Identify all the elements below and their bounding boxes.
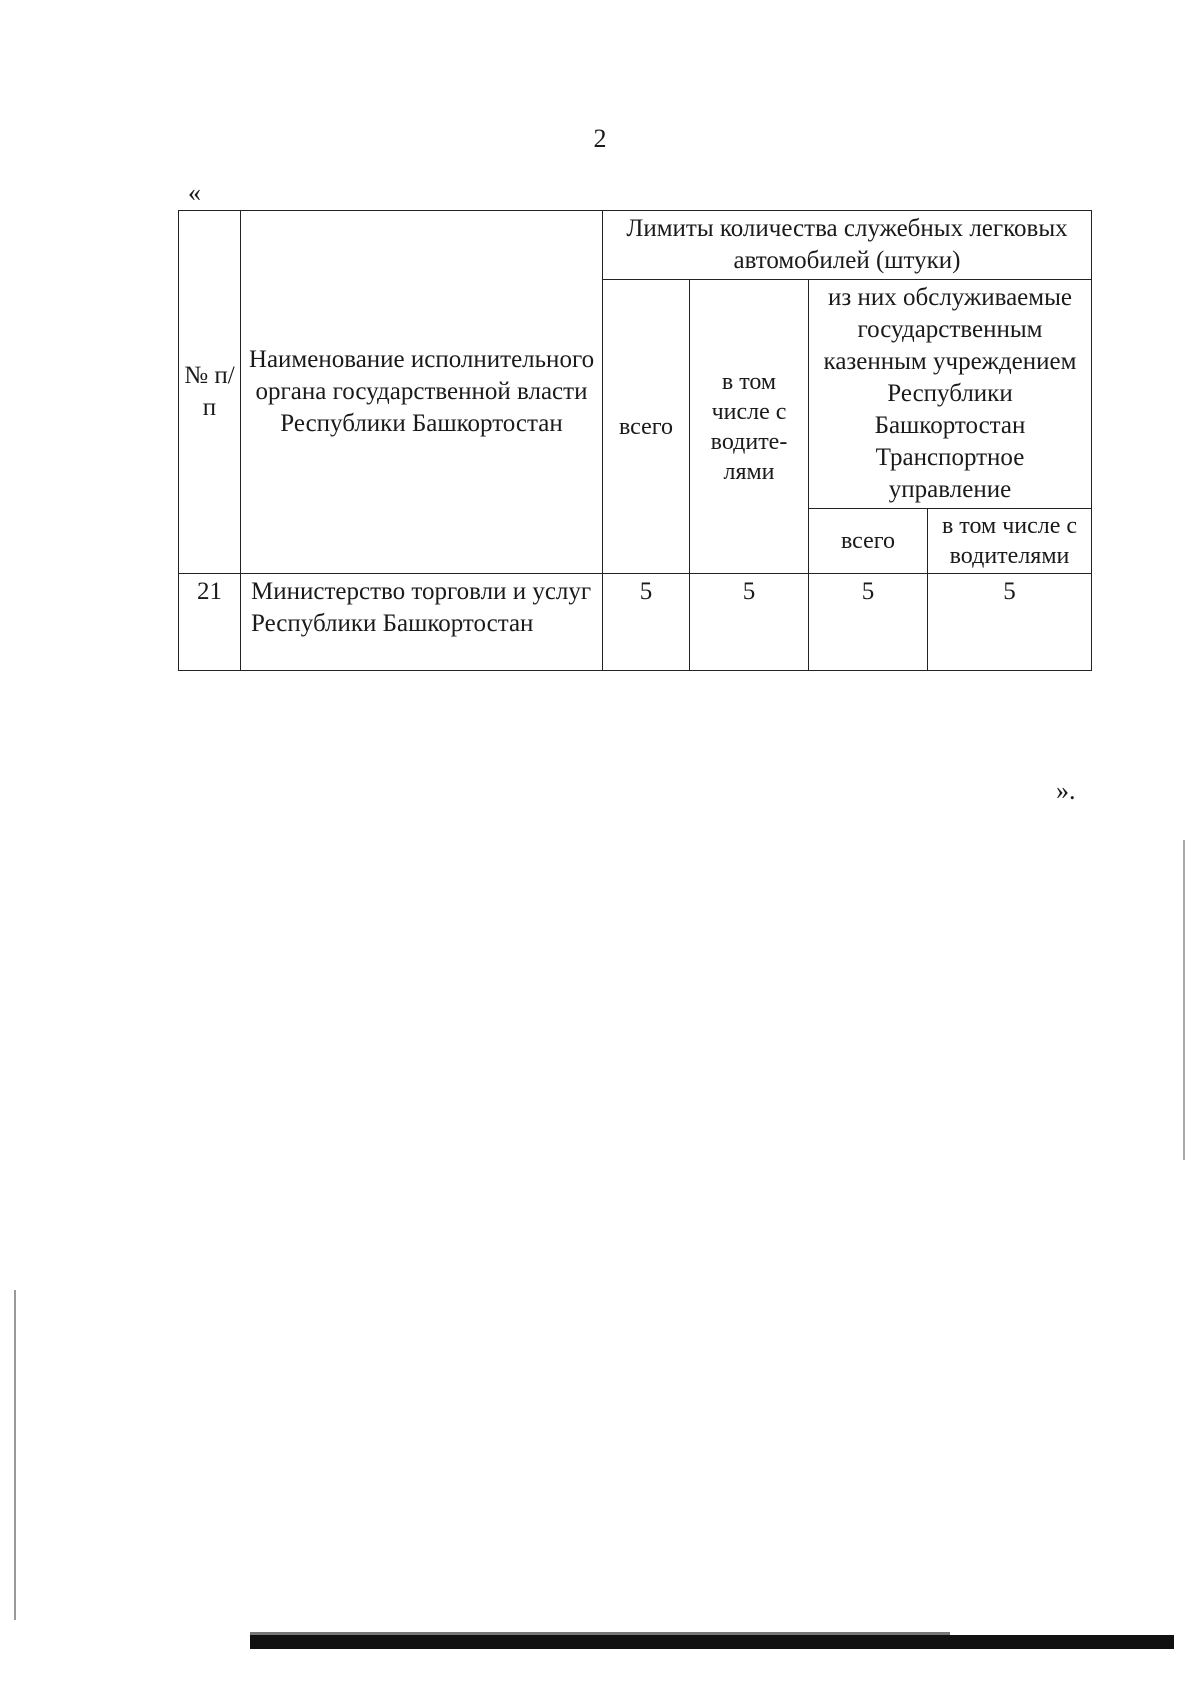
header-num: № п/п (179, 211, 241, 574)
table-row (179, 574, 1092, 671)
vehicle-limits-table (178, 210, 1092, 671)
header-limits: Лимиты количества служебных легковых автомобилей (штуки) (603, 211, 1092, 280)
header-with-drivers: в том числе с водите-лями (690, 280, 809, 574)
scan-edge-line-right (1183, 840, 1185, 1160)
row-total: 5 (603, 574, 690, 671)
header-name: Наименование исполнительного органа государственной власти Республики Башкортостан (241, 211, 603, 574)
opening-quote: « (188, 178, 201, 207)
header-served: из них обслуживаемые государственным казенным учреждением Республики Башкортостан Транспортное управление (809, 280, 1092, 509)
row-with-drivers: 5 (690, 574, 809, 671)
scan-bottom-bar (250, 1635, 1174, 1649)
row-num: 21 (179, 574, 241, 671)
row-served-total: 5 (809, 574, 928, 671)
header-served-total: всего (809, 509, 928, 574)
closing-quote: ». (1056, 776, 1076, 805)
header-total: всего (603, 280, 690, 574)
page-number: 2 (593, 124, 607, 153)
row-served-with-drivers: 5 (928, 574, 1092, 671)
scan-edge-line-left (14, 1290, 16, 1620)
table-header-row-1 (179, 211, 1092, 280)
header-served-with-drivers: в том числе с водителями (928, 509, 1092, 574)
row-name: Министерство торговли и услуг Республики Башкортостан (241, 574, 603, 671)
